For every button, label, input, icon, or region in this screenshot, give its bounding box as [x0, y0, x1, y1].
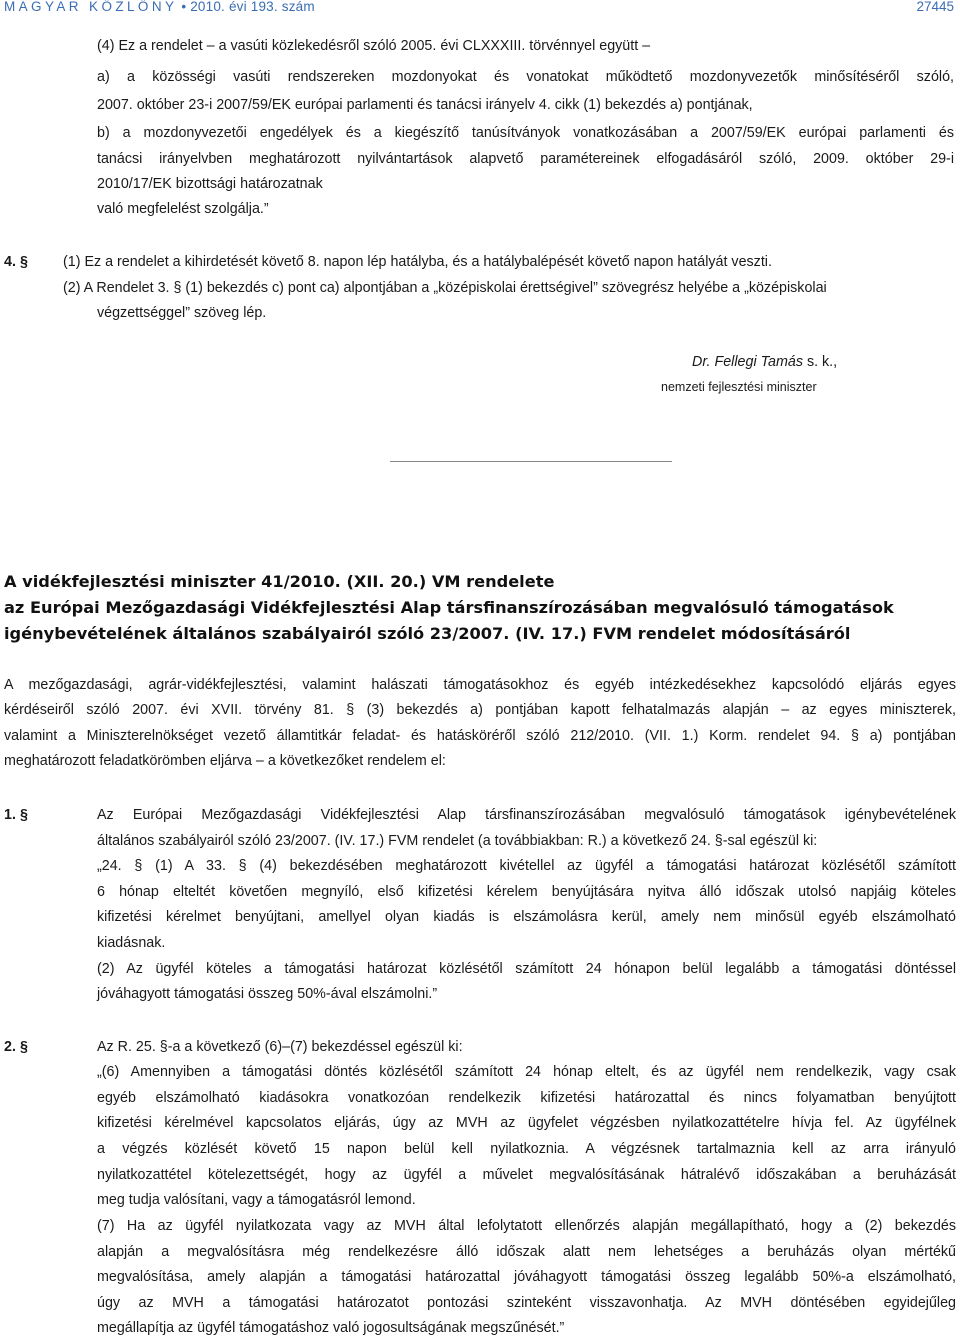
paragraph-line: valamint a Miniszterelnökséget vezető államtitkár feladat- és hatásköréről szóló 212/2010. (VII. 1.) Korm. rendelet 94. § a) pontjában [4, 728, 956, 744]
paragraph-line: kifizetési kérelmével kapcsolatos eljárás, úgy az MVH az ügyfelet végzésben nyilatkozattételre hívja fel. Az ügyfélnek [97, 1115, 956, 1131]
paragraph-line: úgy az MVH a támogatási határozatot pontozási szinteként visszavonhatja. Az MVH döntésében egyidejűleg [97, 1295, 956, 1311]
signature-suffix: s. k., [802, 354, 838, 370]
title-line: igénybevételének általános szabályairól szóló 23/2007. (IV. 17.) FVM rendelet módosításáról [4, 624, 851, 643]
paragraph-line: meghatározott feladatkörömben eljárva – a következőket rendelem el: [4, 753, 446, 769]
paragraph-line: „24. § (1) A 33. § (4) bekezdésében meghatározott kivétellel az ügyfél a támogatási határozat közlésétől számított [97, 858, 956, 874]
publication-name: MAGYAR KÖZLÖNY [4, 0, 178, 14]
paragraph-line: (4) Ez a rendelet – a vasúti közlekedésről szóló 2005. évi CLXXXIII. törvénnyel együtt – [97, 38, 651, 54]
section-number: 4. [4, 254, 16, 270]
paragraph-line: (7) Ha az ügyfél nyilatkozata vagy az MVH által lefolytatott ellenőrzés alapján megállapítható, hogy a (2) bekezdés [97, 1218, 956, 1234]
section-sign: § [20, 807, 28, 823]
paragraph-line: a végzés közlését követő 15 napon belül kell nyilatkoznia. A végzésnek tartalmaznia kell az arra irányuló [97, 1141, 956, 1157]
paragraph-line: kiadásnak. [97, 935, 166, 951]
paragraph-line: megvalósítása, amely alapján a támogatási határozattal jóváhagyott támogatási összeg legalább 50%-a elszámolható, [97, 1269, 956, 1285]
paragraph-line: végzettséggel” szöveg lép. [97, 305, 267, 321]
paragraph-line: egyéb elszámolható kiadásokra vonatkozóan rendelkezik kifizetési határozattal és nincs folyamatban benyújtott [97, 1090, 956, 1106]
paragraph-line: „(6) Amennyiben a támogatási döntés közlésétől számított 24 hónap eltelt, és az ügyfél nem rendelkezik, vagy csak [97, 1064, 956, 1080]
paragraph-line: kifizetési kérelmet benyújtani, amellyel olyan kiadás is elszámolásra kerül, amely nem minősül egyéb elszámolható [97, 909, 956, 925]
paragraph-line: nyilatkozattétel kötelezettségét, hogy az ügyfél a művelet megvalósításának hátralévő időszakában a beruházását [97, 1167, 956, 1183]
paragraph-line: (1) Ez a rendelet a kihirdetését követő 8. napon lép hatályba, és a hatálybalépését követő napon hatályát veszti. [63, 254, 772, 270]
paragraph-line: 6 hónap elteltét követően megnyíló, első kifizetési kérelem benyújtására nyitva álló időszak utolsó napjáig köteles [97, 884, 956, 900]
signatory-name: Dr. Fellegi Tamás [692, 354, 803, 370]
paragraph-line: tanácsi irányelvben meghatározott nyilvántartások alapvető paramétereinek elfogadásáról szóló, 2009. október 29-i [97, 151, 954, 167]
running-header [4, 0, 315, 14]
paragraph-line: jóváhagyott támogatási összeg 50%-ával elszámolni.” [97, 986, 438, 1002]
paragraph-line: (2) A Rendelet 3. § (1) bekezdés c) pont ca) alpontjában a „középiskolai érettségivel” szövegrész helyébe a „középiskolai [63, 280, 827, 296]
header-bullet: • [181, 0, 187, 14]
paragraph-line: meg tudja valósítani, vagy a támogatásról lemond. [97, 1192, 416, 1208]
section-sign: § [20, 1039, 28, 1055]
paragraph-line: a) a közösségi vasúti rendszereken mozdonyokat és vonatokat működtető mozdonyvezetők minősítéséről szóló, [97, 69, 954, 85]
paragraph-line: megállapítja az ügyfél támogatáshoz való jogosultságának megszűnését.” [97, 1320, 565, 1336]
paragraph-line: való megfelelést szolgálja.” [97, 201, 269, 217]
paragraph-line: általános szabályairól szóló 23/2007. (IV. 17.) FVM rendelet (a továbbiakban: R.) a következő 24. §-sal egészül ki: [97, 833, 818, 849]
paragraph-line: Az R. 25. §-a a következő (6)–(7) bekezdéssel egészül ki: [97, 1039, 463, 1055]
section-number: 1. [4, 807, 16, 823]
separator-line [390, 461, 672, 462]
section-sign: § [20, 254, 28, 270]
paragraph-line: b) a mozdonyvezetői engedélyek és a kiegészítő tanúsítványok vonatkozásában a 2007/59/EK európai parlamenti és [97, 125, 954, 141]
paragraph-line: Az Európai Mezőgazdasági Vidékfejlesztési Alap társfinanszírozásában megvalósuló támogatások igénybevételének [97, 807, 956, 823]
title-line: az Európai Mezőgazdasági Vidékfejlesztési Alap társfinanszírozásában megvalósuló támogatások [4, 598, 894, 617]
paragraph-line: alapján a megvalósításra még rendelkezésre álló időszak alatt nem lehetséges a beruházás olyan mértékű [97, 1244, 956, 1260]
signature-line [692, 354, 837, 370]
page-number: 27445 [916, 0, 954, 14]
signatory-role: nemzeti fejlesztési miniszter [661, 380, 817, 394]
paragraph-line: A mezőgazdasági, agrár-vidékfejlesztési, valamint halászati támogatásokhoz és egyéb intézkedésekhez kapcsolódó eljárás egyes [4, 677, 956, 693]
paragraph-line: 2007. október 23-i 2007/59/EK európai parlamenti és tanácsi irányelv 4. cikk (1) bekezdés a) pontjának, [97, 97, 753, 113]
paragraph-line: kérdéseiről szóló 2007. évi XVII. törvény 81. § (3) bekezdés a) pontjában kapott felhatalmazás alapján – az egyes miniszterek, [4, 702, 956, 718]
issue-label: 2010. évi 193. szám [190, 0, 315, 14]
section-number: 2. [4, 1039, 16, 1055]
paragraph-line: 2010/17/EK bizottsági határozatnak [97, 176, 323, 192]
paragraph-line: (2) Az ügyfél köteles a támogatási határozat közlésétől számított 24 hónapon belül legalább a támogatási döntéssel [97, 961, 956, 977]
page-header [0, 0, 960, 20]
title-line: A vidékfejlesztési miniszter 41/2010. (XII. 20.) VM rendelete [4, 572, 555, 591]
